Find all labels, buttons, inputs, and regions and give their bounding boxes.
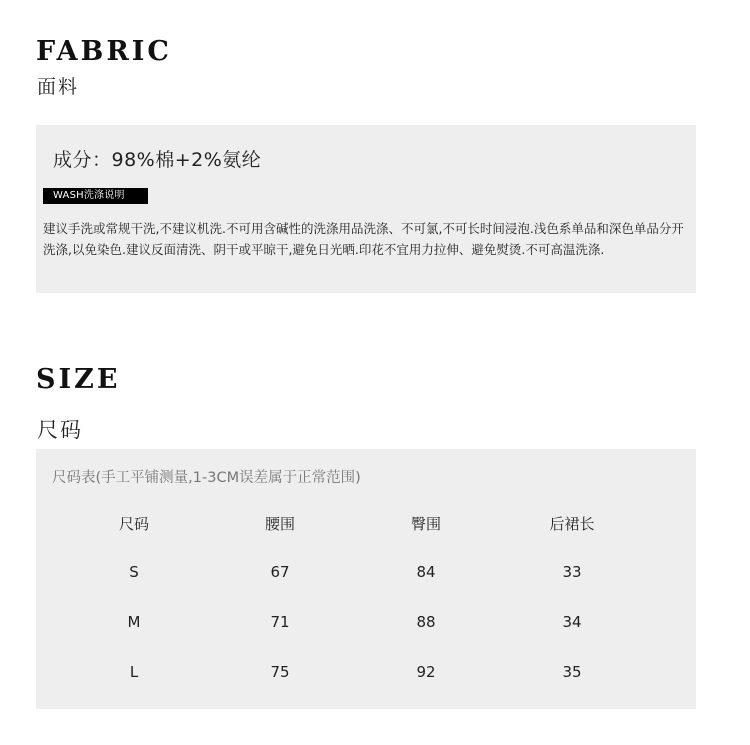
size-title-en: SIZE [36, 364, 121, 395]
fabric-composition: 成分：98%棉+2%氨纶 [53, 149, 262, 171]
wash-label-badge: WASH洗涤说明 [43, 188, 148, 204]
table-cell: 67 [270, 563, 290, 581]
table-cell: 33 [562, 563, 582, 581]
table-cell: 71 [270, 613, 290, 631]
wash-instructions: 建议手洗或常规干洗,不建议机洗.不可用含碱性的洗涤用品洗涤、不可氯,不可长时间浸泡.浅色系单品和深色单品分开洗涤,以免染色.建议反面清洗、阴干或平晾干,避免日光晒.印花不宜用力拉伸、避免熨烫.不可高温洗涤. [43, 221, 684, 257]
table-cell: 34 [562, 613, 582, 631]
size-chart-panel [36, 449, 696, 709]
table-cell: M [127, 613, 141, 631]
table-cell: 84 [416, 563, 436, 581]
fabric-title-en: FABRIC [36, 36, 172, 67]
table-cell: S [129, 563, 139, 581]
table-header-waist: 腰围 [264, 515, 295, 533]
table-cell: 35 [562, 663, 582, 681]
fabric-panel [36, 125, 696, 293]
table-header-hip: 臀围 [410, 515, 441, 533]
fabric-title-cn: 面料 [37, 76, 80, 98]
size-chart-note: 尺码表(手工平铺测量,1-3CM误差属于正常范围) [52, 470, 361, 486]
table-cell: 75 [270, 663, 290, 681]
table-header-size: 尺码 [118, 515, 149, 533]
size-title-cn: 尺码 [37, 418, 83, 442]
table-header-back-length: 后裙长 [549, 515, 595, 533]
table-cell: 88 [416, 613, 436, 631]
table-cell: 92 [416, 663, 436, 681]
table-cell: L [129, 663, 139, 681]
